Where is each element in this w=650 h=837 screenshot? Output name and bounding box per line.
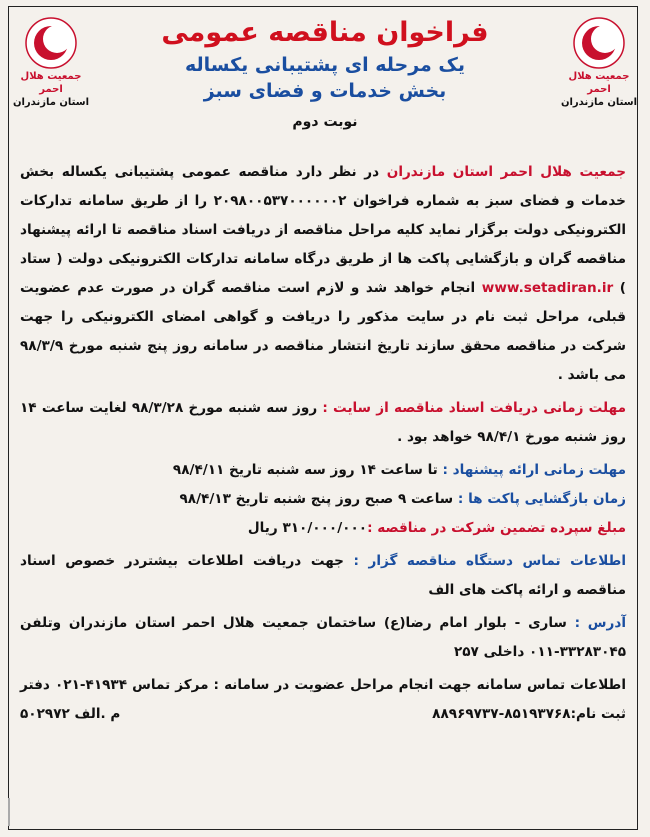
- logo-org-name: جمعیت هلال احمر: [568, 71, 630, 95]
- edge-mark: [8, 798, 24, 826]
- header: [100, 14, 550, 134]
- reference-number: م .الف ۵۰۲۹۷۲: [20, 706, 121, 722]
- opening-time: [20, 485, 626, 514]
- logo-left: [12, 16, 90, 116]
- offer-deadline: [20, 456, 626, 485]
- intro-paragraph: [20, 158, 626, 390]
- address-label: آدرس :: [574, 615, 627, 631]
- logo-right: [560, 16, 638, 116]
- setad-link[interactable]: www.setadiran.ir: [481, 280, 614, 296]
- round-label: نوبت دوم: [292, 114, 358, 130]
- subtitle-1: یک مرحله ای پشتیبانی یکساله: [184, 54, 466, 76]
- logo-province-name: استان مازندران: [12, 97, 90, 108]
- opening-time-label: زمان بازگشایی پاکت ها :: [457, 491, 626, 507]
- offer-deadline-label: مهلت زمانی ارائه پیشنهاد :: [442, 462, 626, 478]
- intro-text-a: در نظر دارد مناقصه عمومی پشتیبانی یکساله بخش خدمات و فضای سبز به شماره فراخوان ۲۰۹۸۰۰۵۳۷۰۰۰۰۰۰۲ را از طریق سامانه تدارکات الکترونیکی دولت برگزار نماید کلیه مراحل مناقصه از دریافت اسناد مناقصه تا ارائه پیشنهاد مناقصه گران و بازگشایی پاکت ها از طریق درگاه سامانه تدارکات الکترونیکی دولت ( ستاد ): [20, 164, 626, 296]
- page-title: فراخوان مناقصه عمومی: [161, 17, 489, 48]
- offer-deadline-text: تا ساعت ۱۴ روز سه شنبه تاریخ ۹۸/۴/۱۱: [172, 462, 443, 478]
- subtitle-2: بخش خدمات و فضای سبز: [203, 80, 447, 102]
- docs-deadline: [20, 394, 626, 452]
- red-crescent-icon: [572, 16, 626, 70]
- logo-province-name: استان مازندران: [560, 97, 638, 108]
- contact-label: اطلاعات تماس دستگاه مناقصه گزار :: [353, 553, 626, 569]
- address-text: ساری - بلوار امام رضا(ع) ساختمان جمعیت هلال احمر استان مازندران وتلفن ۳۳۲۸۳۰۴۵-۰۱۱ داخلی ۲۵۷: [20, 615, 626, 660]
- deposit: [20, 514, 626, 543]
- intro-text-b: انجام خواهد شد و لازم است مناقصه گران در صورت عدم عضویت قبلی، مراحل ثبت نام در سایت مذکور را دریافت و گواهی امضای الکترونیکی را جهت شرکت در مناقصه محقق سازند تاریخ انتشار مناقصه در سامانه روز پنج شنبه مورخ ۹۸/۳/۹ می باشد .: [20, 280, 626, 383]
- contact-text: جهت دریافت اطلاعات بیشتردر خصوص اسناد مناقصه و ارائه پاکت های الف: [20, 553, 626, 598]
- system-contact: اطلاعات تماس سامانه جهت انجام مراحل عضویت در سامانه : مرکز تماس ۴۱۹۳۴-۰۲۱ دفتر ثبت نام:۸۵۱۹۳۷۶۸-۸۸۹۶۹۷۳۷: [20, 677, 626, 722]
- docs-deadline-text: روز سه شنبه مورخ ۹۸/۳/۲۸ لغایت ساعت ۱۴ روز شنبه مورخ ۹۸/۴/۱ خواهد بود .: [20, 400, 626, 445]
- docs-deadline-label: مهلت زمانی دریافت اسناد مناقصه از سایت :: [322, 400, 626, 416]
- deposit-amount: ۳۱۰/۰۰۰/۰۰۰ ریال: [247, 520, 368, 536]
- deposit-label: مبلغ سپرده تضمین شرکت در مناقصه :: [367, 520, 626, 536]
- contact-info: [20, 547, 626, 605]
- logo-org-name: جمعیت هلال احمر: [20, 71, 82, 95]
- address: [20, 609, 626, 667]
- opening-time-text: ساعت ۹ صبح روز پنج شنبه تاریخ ۹۸/۴/۱۳: [179, 491, 458, 507]
- org-name: جمعیت هلال احمر استان مازندران: [386, 164, 626, 180]
- ad-body: [20, 158, 626, 729]
- red-crescent-icon: [24, 16, 78, 70]
